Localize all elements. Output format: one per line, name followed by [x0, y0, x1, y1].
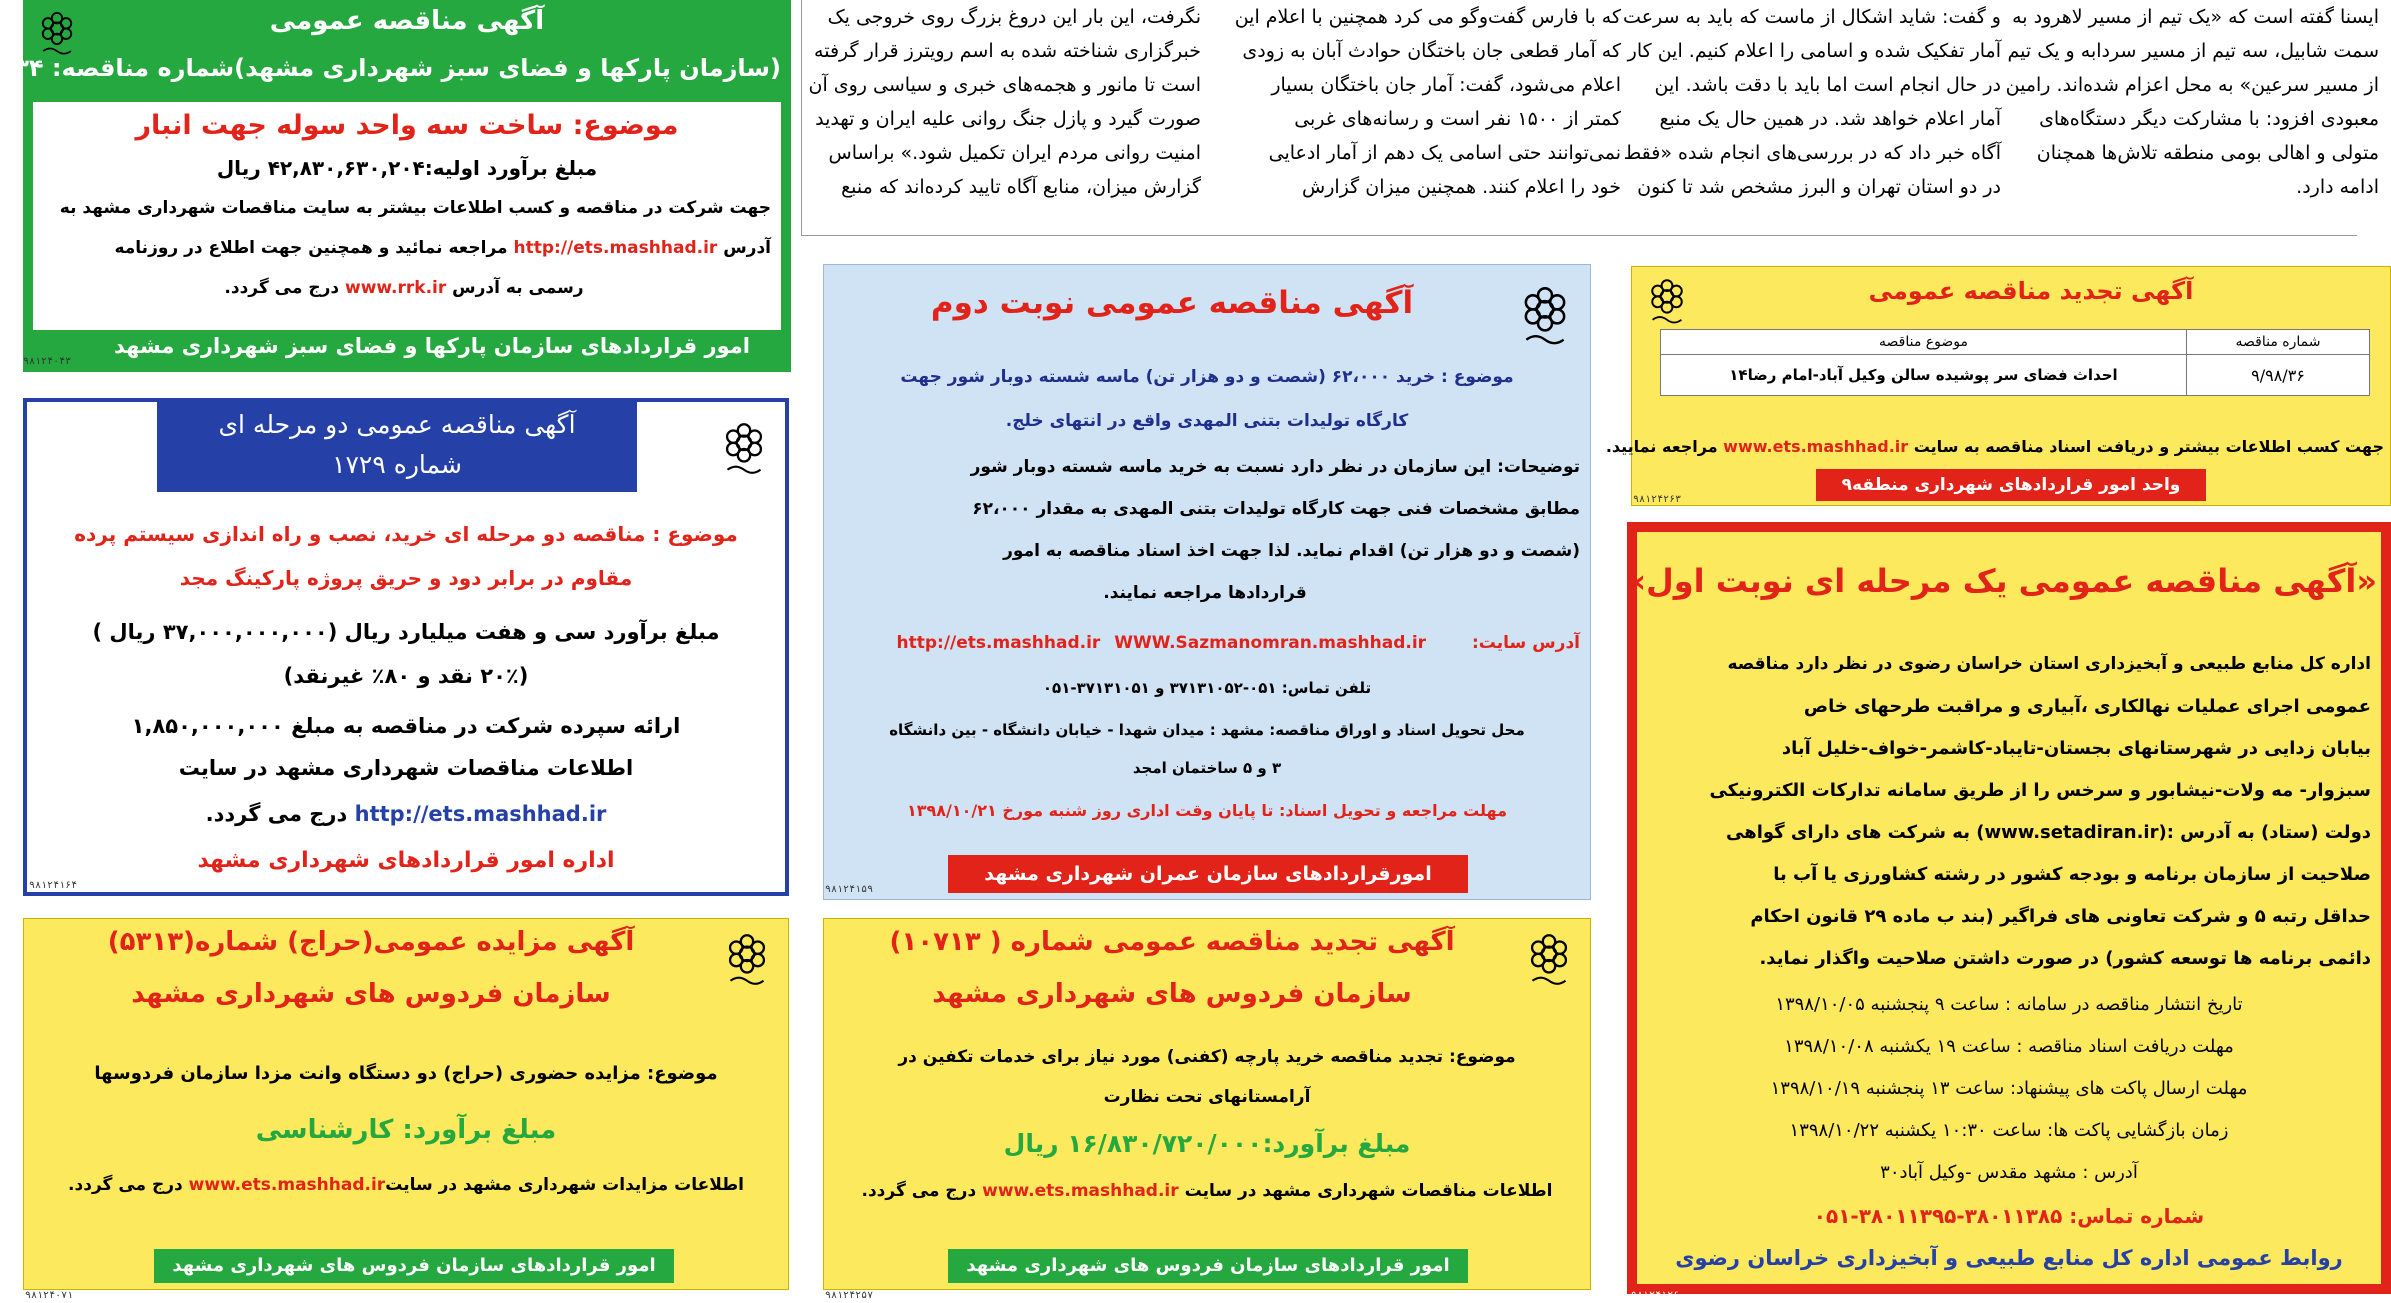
ets-link[interactable]: http://ets.mashhad.ir — [896, 633, 1101, 653]
ad-title: آگهی مناقصه عمومی نوبت دوم — [930, 285, 1414, 321]
tender-table — [1660, 329, 2370, 396]
ad-estimate: مبلغ برآورد سی و هفت میلیارد ریال (۳۷,۰۰۰,۰۰۰,۰۰۰ ریال ) — [92, 620, 720, 644]
ad-subtitle: (سازمان پارکها و فضای سبز شهرداری مشهد)شماره مناقصه: ۱۳۴ — [0, 54, 781, 82]
ad-description: مطابق مشخصات فنی جهت کارگاه تولیدات بتنی المهدی به مقدار ۶۲،۰۰۰ — [972, 499, 1580, 519]
ad-body-line: جهت شرکت در مناقصه و کسب اطلاعات بیشتر به سایت مناقصات شهرداری مشهد به — [59, 198, 771, 218]
ad-code: ۹۸۱۲۴۱۵۹ — [825, 884, 874, 895]
omran-link[interactable]: WWW.Sazmanomran.mashhad.ir — [1114, 633, 1427, 653]
ad-text: مراجعه نمائید و همچنین جهت اطلاع در روزنامه — [114, 238, 514, 258]
ad-info — [30, 1175, 782, 1195]
ad-subject: آرامستانهای تحت نظارت — [1103, 1087, 1311, 1107]
news-line: است تا مانور و هجمه‌های خبری و سیاسی روی آن — [808, 74, 1201, 96]
ad-parks-tender — [0, 0, 791, 372]
ad-footer: امور قراردادهای سازمان پارکها و فضای سبز شهرداری مشهد — [114, 334, 750, 358]
ad-subject: موضوع : مناقصه دو مرحله ای خرید، نصب و راه اندازی سیستم پرده — [74, 522, 738, 546]
ad-text-line: دولت (ستاد) به آدرس :(www.setadiran.ir) به شرکت های دارای گواهی — [1726, 822, 2371, 843]
ad-title: آگهی مزایده عمومی(حراج) شماره(۵۳۱۳) — [107, 927, 635, 957]
news-line: امنیت روانی مردم ایران تکمیل شود.» براساس — [828, 142, 1201, 164]
news-line: سمت شابیل، سه تیم از مسیر سردابه و یک تیم — [2007, 40, 2379, 62]
ad-description: توضیحات: این سازمان در نظر دارد نسبت به خرید ماسه شسته دوبار شور — [970, 457, 1580, 477]
ad-subject: موضوع: ساخت سه واحد سوله جهت انبار — [135, 110, 679, 141]
ad-subject: موضوع: مزایده حضوری (حراج) دو دستگاه وانت مزدا سازمان فردوسها — [94, 1063, 718, 1084]
ad-region9-tender — [1605, 266, 2391, 506]
ad-footer: امورقراردادهای سازمان عمران شهرداری مشهد — [948, 855, 1468, 893]
ad-description: (شصت و دو هزار تن) اقدام نماید. لذا جهت اخذ اسناد مناقصه به امور — [1003, 541, 1580, 561]
news-line: خبرگزاری شناخته شده به اسم رویترز قرار گرفته — [814, 40, 1201, 62]
ad-info — [830, 1181, 1584, 1201]
ad-phone: شماره تماس: ۳۸۰۱۱۳۸۵-۳۸۰۱۱۳۹۵-۰۵۱ — [1813, 1204, 2205, 1228]
news-column-2 — [1623, 0, 2001, 210]
ad-deposit: ارائه سپرده شرکت در مناقصه به مبلغ ۱,۸۵۰,۰۰۰,۰۰۰ — [131, 714, 681, 738]
ad-site-line — [834, 633, 1580, 653]
news-line: آمار تفکیک شده و اسامی را اعلام کنیم. این کار — [1627, 40, 2001, 62]
ad-auction — [23, 918, 789, 1290]
ad-text-line: عمومی اجرای عملیات نهالکاری ،آبیاری و مراقبت طرحهای خاص — [1803, 696, 2371, 717]
ad-deadline: مهلت مراجعه و تحویل اسناد: تا پایان وقت اداری روز شنبه مورخ ۱۳۹۸/۱۰/۲۱ — [906, 801, 1508, 820]
news-column-3 — [1221, 0, 1621, 210]
news-line: معبودی افزود: با مشارکت دیگر دستگاه‌های — [2039, 108, 2379, 130]
table-header-number: شماره مناقصه — [2187, 330, 2370, 355]
municipality-logo-icon — [713, 416, 775, 478]
ad-number: شماره ۱۷۲۹ — [332, 450, 462, 479]
ad-body-panel — [33, 102, 781, 330]
ad-title: «آگهی مناقصه عمومی یک مرحله ای نوبت اول» — [1625, 562, 2377, 600]
news-line: ادامه دارد. — [2296, 176, 2379, 198]
ad-text: درج می گردد. — [861, 1181, 983, 1201]
ad-text-line: اداره کل منابع طبیعی و آبخیزداری استان خراسان رضوی در نظر دارد مناقصه — [1727, 654, 2371, 674]
ad-subject: کارگاه تولیدات بتنی المهدی واقع در انتهای خلج. — [1005, 411, 1409, 431]
news-line: گزارش میزان، منابع آگاه تایید کرده‌اند که منبع — [841, 176, 1201, 198]
news-line: در حال انجام است اما باید با دقت باشد. این — [1654, 74, 2001, 96]
ad-text-line: حداقل رتبه ۵ و شرکت تعاونی های فراگیر (بند ب ماده ۲۹ قانون احکام — [1750, 906, 2371, 927]
ad-subject: موضوع : خرید ۶۲،۰۰۰ (شصت و دو هزار تن) ماسه شسته دوبار شور جهت — [900, 367, 1514, 387]
ad-code: ۹۸۱۲۴۱۲۶ — [1631, 1290, 1680, 1301]
ad-delivery: ۳ و ۵ ساختمان امجد — [1132, 759, 1282, 777]
ad-date-line: تاریخ انتشار مناقصه در سامانه : ساعت ۹ پنجشنبه ۱۳۹۸/۱۰/۰۵ — [1775, 994, 2243, 1015]
ad-body-line — [37, 278, 771, 298]
news-line: کمتر از ۱۵۰۰ نفر است و رسانه‌های غربی — [1294, 108, 1621, 130]
ad-parking-tender — [23, 398, 789, 896]
ad-phone: تلفن تماس: ۰۵۱-۳۷۱۳۱۰۵۲ و ۳۷۱۳۱۰۵۱-۰۵۱ — [1042, 679, 1372, 697]
ad-text: درج می گردد. — [224, 278, 346, 298]
news-line: ایسنا گفته است که «یک تیم از مسیر لاهرود به — [2012, 6, 2379, 28]
ad-text-line: دائمی برنامه ها توسعه کشور) در صورت داشتن صلاحیت واگذار نماید. — [1759, 948, 2371, 969]
news-line: اعلام می‌شود، گفت: آمار جان باختگان بسیار — [1271, 74, 1621, 96]
ad-omran-tender — [823, 264, 1591, 900]
table-row — [1661, 355, 2370, 396]
ad-subtitle: سازمان فردوس های شهرداری مشهد — [131, 979, 611, 1009]
ad-delivery: محل تحویل اسناد و اوراق مناقصه: مشهد : میدان شهدا - خیابان دانشگاه - بین دانشگاه — [889, 721, 1525, 739]
ad-date-line: زمان بازگشایی پاکت ها: ساعت ۱۰:۳۰ یکشنبه ۱۳۹۸/۱۰/۲۲ — [1789, 1120, 2229, 1141]
ad-date-line: مهلت ارسال پاکت های پیشنهاد: ساعت ۱۳ پنجشنبه ۱۳۹۸/۱۰/۱۹ — [1770, 1078, 2248, 1099]
news-line: از مسیر سرعین» به محل اعزام شده‌اند. رامین — [2005, 74, 2379, 96]
ad-text-line: بیابان زدایی در شهرستانهای بجستان-تایباد-کاشمر-خواف-خلیل آباد — [1781, 738, 2371, 759]
ets-link[interactable]: www.ets.mashhad.ir — [982, 1181, 1179, 1201]
news-line: که با فارس گفت‌وگو می کرد همچنین با اعلام این — [1234, 6, 1621, 28]
ad-body-line — [37, 238, 771, 258]
news-line: نمی‌توانند حتی اسامی یک دهم از آمار ادعایی — [1268, 142, 1621, 164]
table-header-row — [1661, 330, 2370, 355]
ad-text: درج می گردد. — [68, 1175, 189, 1195]
ad-text: اطلاعات مناقصات شهرداری مشهد در سایت — [1184, 1181, 1553, 1201]
news-line: که آمار قطعی جان باختگان حوادث آبان به زودی — [1242, 40, 1621, 62]
news-line: صورت گیرد و پازل جنگ روانی علیه ایران و تهدید — [815, 108, 1201, 130]
news-line: خود را اعلام کنند. همچنین میزان گزارش — [1302, 176, 1621, 198]
ad-code: ۹۸۱۲۴۱۶۴ — [29, 880, 78, 891]
municipality-logo-icon — [716, 927, 778, 989]
news-line: آگاه خبر داد که در بررسی‌های انجام شده «فقط — [1623, 142, 2001, 164]
ad-estimate: مبلغ برآورد: کارشناسی — [255, 1115, 557, 1145]
ad-text: آدرس — [717, 238, 771, 258]
ets-link[interactable]: http://ets.mashhad.ir — [513, 238, 718, 258]
ad-text-line: صلاحیت از سازمان برنامه و بودجه کشور در رشته کشاورزی یا آب با — [1773, 864, 2371, 885]
news-column-1 — [2005, 0, 2379, 210]
ad-subtitle: سازمان فردوس های شهرداری مشهد — [932, 979, 1412, 1009]
ad-title: آگهی مناقصه عمومی — [269, 6, 545, 36]
news-line: و گفت: شاید اشکال از ماست که باید به سرعت — [1623, 6, 2001, 28]
ad-description: قراردادها مراجعه نمایند. — [1103, 583, 1307, 603]
ad-title: آگهی تجدید مناقصه عمومی — [1868, 277, 2194, 305]
ad-code: ۹۸۱۲۴۲۵۷ — [825, 1290, 874, 1301]
ad-footer: امور قراردادهای سازمان فردوس های شهرداری مشهد — [948, 1249, 1468, 1283]
ad-title-banner — [157, 402, 637, 492]
news-column-4 — [808, 0, 1201, 210]
ad-address: آدرس : مشهد مقدس -وکیل آباد۳۰ — [1880, 1162, 2138, 1183]
ad-footer: روابط عمومی اداره کل منابع طبیعی و آبخیزداری خراسان رضوی — [1675, 1246, 2343, 1270]
table-header-subject: موضوع مناقصه — [1661, 330, 2187, 355]
municipality-logo-icon — [1640, 273, 1694, 327]
ad-title: آگهی تجدید مناقصه عمومی شماره ( ۱۰۷۱۳) — [889, 927, 1455, 957]
news-line: آمار اعلام خواهد شد. در همین حال یک منبع — [1659, 108, 2001, 130]
municipality-logo-icon — [1518, 927, 1580, 989]
ad-code: ۹۸۱۲۴۲۶۳ — [1633, 494, 1682, 505]
ad-info-url-line — [33, 802, 779, 826]
news-strip — [801, 0, 2391, 236]
ets-link[interactable]: http://ets.mashhad.ir — [354, 802, 607, 826]
rrk-link[interactable]: www.rrk.ir — [345, 278, 447, 298]
ad-code: ۹۸۱۲۴۰۴۳ — [23, 356, 72, 367]
ad-estimate: مبلغ برآورد اولیه:۴۲,۸۳۰,۶۳۰,۲۰۴ ریال — [216, 156, 598, 180]
ad-ferdows-tender — [823, 918, 1591, 1290]
ad-natural-resources — [1627, 522, 2391, 1294]
table-cell-number: ۹/۹۸/۳۶ — [2187, 355, 2370, 396]
ad-date-line: مهلت دریافت اسناد مناقصه : ساعت ۱۹ یکشنبه ۱۳۹۸/۱۰/۰۸ — [1784, 1036, 2234, 1057]
ad-title: آگهی مناقصه عمومی دو مرحله ای — [218, 410, 576, 439]
ets-link[interactable]: www.ets.mashhad.ir — [188, 1175, 386, 1195]
ad-footer: واحد امور قراردادهای شهرداری منطقه۹ — [1816, 469, 2206, 501]
ad-text-line: سبزوار- مه ولات-نیشابور و سرخس را از طریق سامانه تدارکات الکترونیکی — [1709, 780, 2371, 801]
ets-link[interactable]: www.ets.mashhad.ir — [1723, 437, 1909, 456]
table-cell-subject: احداث فضای سر پوشیده سالن وکیل آباد-امام رضا۱۴ — [1661, 355, 2187, 396]
ad-text: رسمی به آدرس — [446, 278, 584, 298]
news-line: در دو استان تهران و البرز مشخص شد تا کنون — [1637, 176, 2001, 198]
ad-info: اطلاعات مناقصات شهرداری مشهد در سایت — [178, 756, 634, 780]
ad-subject: موضوع: تجدید مناقصه خرید پارچه (کفنی) مورد نیاز برای خدمات تکفین در — [898, 1047, 1516, 1067]
ad-info — [1605, 437, 2384, 456]
ad-subject: مقاوم در برابر دود و حریق پروژه پارکینگ مجد — [179, 566, 633, 590]
ad-text: اطلاعات مزایدات شهرداری مشهد در سایت — [385, 1175, 744, 1195]
ad-inner-panel — [1625, 532, 2381, 1284]
ad-payment-terms: (۲۰٪ نقد و ۸۰٪ غیرنقد) — [283, 664, 529, 688]
ad-footer: امور قراردادهای سازمان فردوس های شهرداری مشهد — [154, 1249, 674, 1283]
ad-code: ۹۸۱۲۴۰۷۱ — [25, 1290, 74, 1301]
ad-estimate: مبلغ برآورد:۱۶/۸۳۰/۷۲۰/۰۰۰ ریال — [1003, 1129, 1411, 1158]
ad-text: مراجعه نمایید. — [1605, 437, 1724, 456]
news-line: نگرفت، این بار این دروغ بزرگ روی خروجی یک — [827, 6, 1201, 28]
municipality-logo-icon — [31, 6, 83, 58]
municipality-logo-icon — [1510, 279, 1580, 349]
ad-text: درج می گردد. — [205, 802, 355, 826]
news-line: متولی و اهالی بومی منطقه تلاش‌ها همچنان — [2036, 142, 2379, 164]
ad-footer: اداره امور قراردادهای شهرداری مشهد — [197, 848, 615, 873]
site-label: آدرس سایت: — [1472, 633, 1580, 653]
ad-text: جهت کسب اطلاعات بیشتر و دریافت اسناد مناقصه به سایت — [1913, 437, 2384, 456]
